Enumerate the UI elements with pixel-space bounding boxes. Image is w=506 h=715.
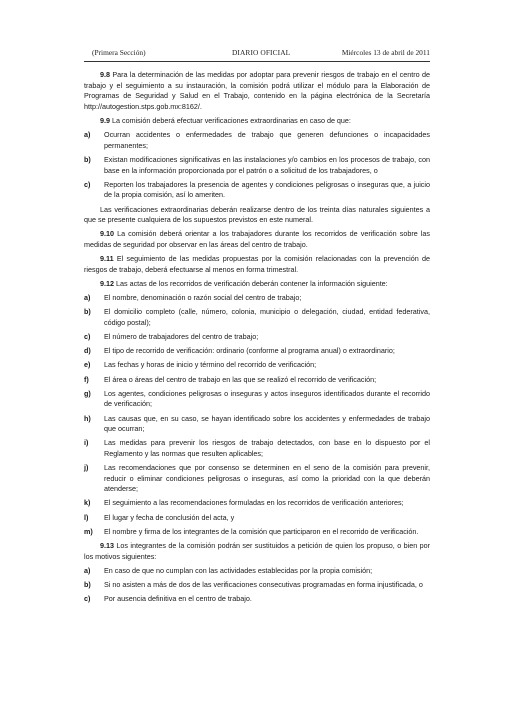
item-label: g) <box>84 388 91 398</box>
item-label: f) <box>84 374 89 384</box>
paragraph-9-13 <box>84 541 430 562</box>
header-publication: DIARIO OFICIAL <box>232 48 291 57</box>
paragraph-text: Los integrantes de la comisión podrán ser sustituidos a petición de quien los propuso, o bien por los motivos siguientes: <box>84 541 431 561</box>
section-number: 9.12 <box>100 278 114 288</box>
list-item <box>84 414 430 435</box>
item-text: El nombre, denominación o razón social del centro de trabajo; <box>104 293 302 303</box>
list-item <box>84 389 430 410</box>
item-label: b) <box>84 307 91 317</box>
item-label: d) <box>84 346 91 356</box>
list-item <box>84 594 430 605</box>
paragraph-9-11 <box>84 254 430 275</box>
list-item <box>84 527 430 538</box>
list-item <box>84 346 430 357</box>
item-text: El número de trabajadores del centro de trabajo; <box>104 332 259 341</box>
paragraph-text: Para la determinación de las medidas por adoptar para prevenir riesgos de trabajo en el centro de trabajo y el seguimiento a su instauración, la comisión podrá utilizar el módulo para la Elaboración de Programas de Seguridad y Salud en el Trabajo, contenido en la página electrónica de la Secretaría http://autogestion.stps.gob.mx:8162/. <box>84 70 431 111</box>
item-text: El lugar y fecha de conclusión del acta, y <box>104 512 235 522</box>
item-label: l) <box>84 512 89 522</box>
page-header <box>84 48 430 60</box>
header-date: Miércoles 13 de abril de 2011 <box>341 48 430 57</box>
item-label: a) <box>84 293 91 303</box>
paragraph-text: Las actas de los recorridos de verificación deberán contener la información siguiente: <box>116 278 388 288</box>
item-text: El seguimiento a las recomendaciones formuladas en los recorridos de verificación anteriores; <box>104 498 404 508</box>
item-text: El domicilio completo (calle, número, colonia, municipio o delegación, ciudad, entidad federativa, código postal); <box>104 307 430 327</box>
list-item <box>84 513 430 524</box>
item-text: Si no asisten a más de dos de las verificaciones consecutivas programadas en forma injustificada, o <box>104 580 423 589</box>
section-number: 9.11 <box>100 254 114 264</box>
section-number: 9.10 <box>100 229 114 239</box>
list-item <box>84 438 430 459</box>
item-text: Las medidas para prevenir los riesgos de trabajo detectados, con base en lo dispuesto por el Reglamento y las normas que resulten aplicables; <box>104 438 430 458</box>
item-text: Los agentes, condiciones peligrosas o inseguras y actos inseguros identificados durante el recorrido de verificación; <box>104 388 430 409</box>
paragraph-9-9-closing: Las verificaciones extraordinarias deberán realizarse dentro de los treinta días naturales siguientes a que se presente cualquiera de los supuestos previstos en este numeral. <box>84 204 430 225</box>
item-label: b) <box>84 154 91 164</box>
paragraph-9-9 <box>84 116 430 127</box>
item-text: Las causas que, en su caso, se hayan identificado sobre los accidentes y enfermedades de trabajo que ocurran; <box>104 413 430 434</box>
item-text: Por ausencia definitiva en el centro de trabajo. <box>104 594 252 604</box>
list-item <box>84 360 430 371</box>
document-body <box>84 70 430 608</box>
list-item <box>84 580 430 591</box>
item-label: i) <box>84 438 89 448</box>
list-item <box>84 498 430 509</box>
list-item <box>84 155 430 176</box>
header-rule <box>84 61 430 62</box>
list-item <box>84 332 430 343</box>
item-text: El tipo de recorrido de verificación: ordinario (conforme al programa anual) o extraordinario; <box>104 346 395 356</box>
list-item <box>84 463 430 495</box>
paragraph-9-10 <box>84 229 430 250</box>
list-item <box>84 566 430 577</box>
list-item <box>84 130 430 151</box>
item-label: k) <box>84 498 91 508</box>
section-number: 9.8 <box>100 70 110 79</box>
paragraph-text: La comisión deberá orientar a los trabajadores durante los recorridos de verificación sobre las medidas de seguridad por observar en las áreas del centro de trabajo. <box>84 229 431 249</box>
item-text: El área o áreas del centro de trabajo en las que se realizó el recorrido de verificación; <box>104 374 377 384</box>
item-label: m) <box>84 526 93 536</box>
section-number: 9.9 <box>100 115 110 125</box>
item-text: Reporten los trabajadores la presencia de agentes y condiciones peligrosas o inseguras que, a juicio de la propia comisión, así lo ameriten. <box>104 179 430 200</box>
paragraph-9-8 <box>84 70 430 112</box>
item-label: h) <box>84 413 91 423</box>
item-text: Las recomendaciones que por consenso se determinen en el seno de la comisión para prevenir, reducir o eliminar condiciones peligrosas o inseguras, así como la prioridad con la que deberán atenderse; <box>104 463 430 494</box>
item-label: a) <box>84 130 91 140</box>
list-item <box>84 180 430 201</box>
item-text: Ocurran accidentes o enfermedades de trabajo que generen defunciones o incapacidades permanentes; <box>104 130 430 150</box>
list-item <box>84 307 430 328</box>
item-text: Existan modificaciones significativas en las instalaciones y/o cambios en los procesos de trabajo, con base en la información proporcionada por el patrón o a solicitud de los trabajadores, o <box>104 154 430 175</box>
paragraph-9-12 <box>84 279 430 290</box>
section-number: 9.13 <box>100 541 114 551</box>
item-label: c) <box>84 594 91 604</box>
item-label: c) <box>84 332 91 341</box>
item-label: c) <box>84 179 91 189</box>
item-label: e) <box>84 360 91 370</box>
item-text: El nombre y firma de los integrantes de la comisión que participaron en el recorrido de verificación. <box>104 526 419 536</box>
header-section: (Primera Sección) <box>92 48 146 57</box>
item-label: j) <box>84 463 89 473</box>
item-label: a) <box>84 565 91 575</box>
list-item <box>84 293 430 304</box>
item-label: b) <box>84 580 91 589</box>
item-text: En caso de que no cumplan con las actividades establecidas por la propia comisión; <box>104 565 373 575</box>
paragraph-text: La comisión deberá efectuar verificaciones extraordinarias en caso de que: <box>112 115 351 125</box>
list-item <box>84 375 430 386</box>
item-text: Las fechas y horas de inicio y término del recorrido de verificación; <box>104 360 317 370</box>
paragraph-text: El seguimiento de las medidas propuestas por la comisión relacionadas con la prevención de riesgos de trabajo, deberá efectuarse al menos en forma trimestral. <box>84 254 430 274</box>
